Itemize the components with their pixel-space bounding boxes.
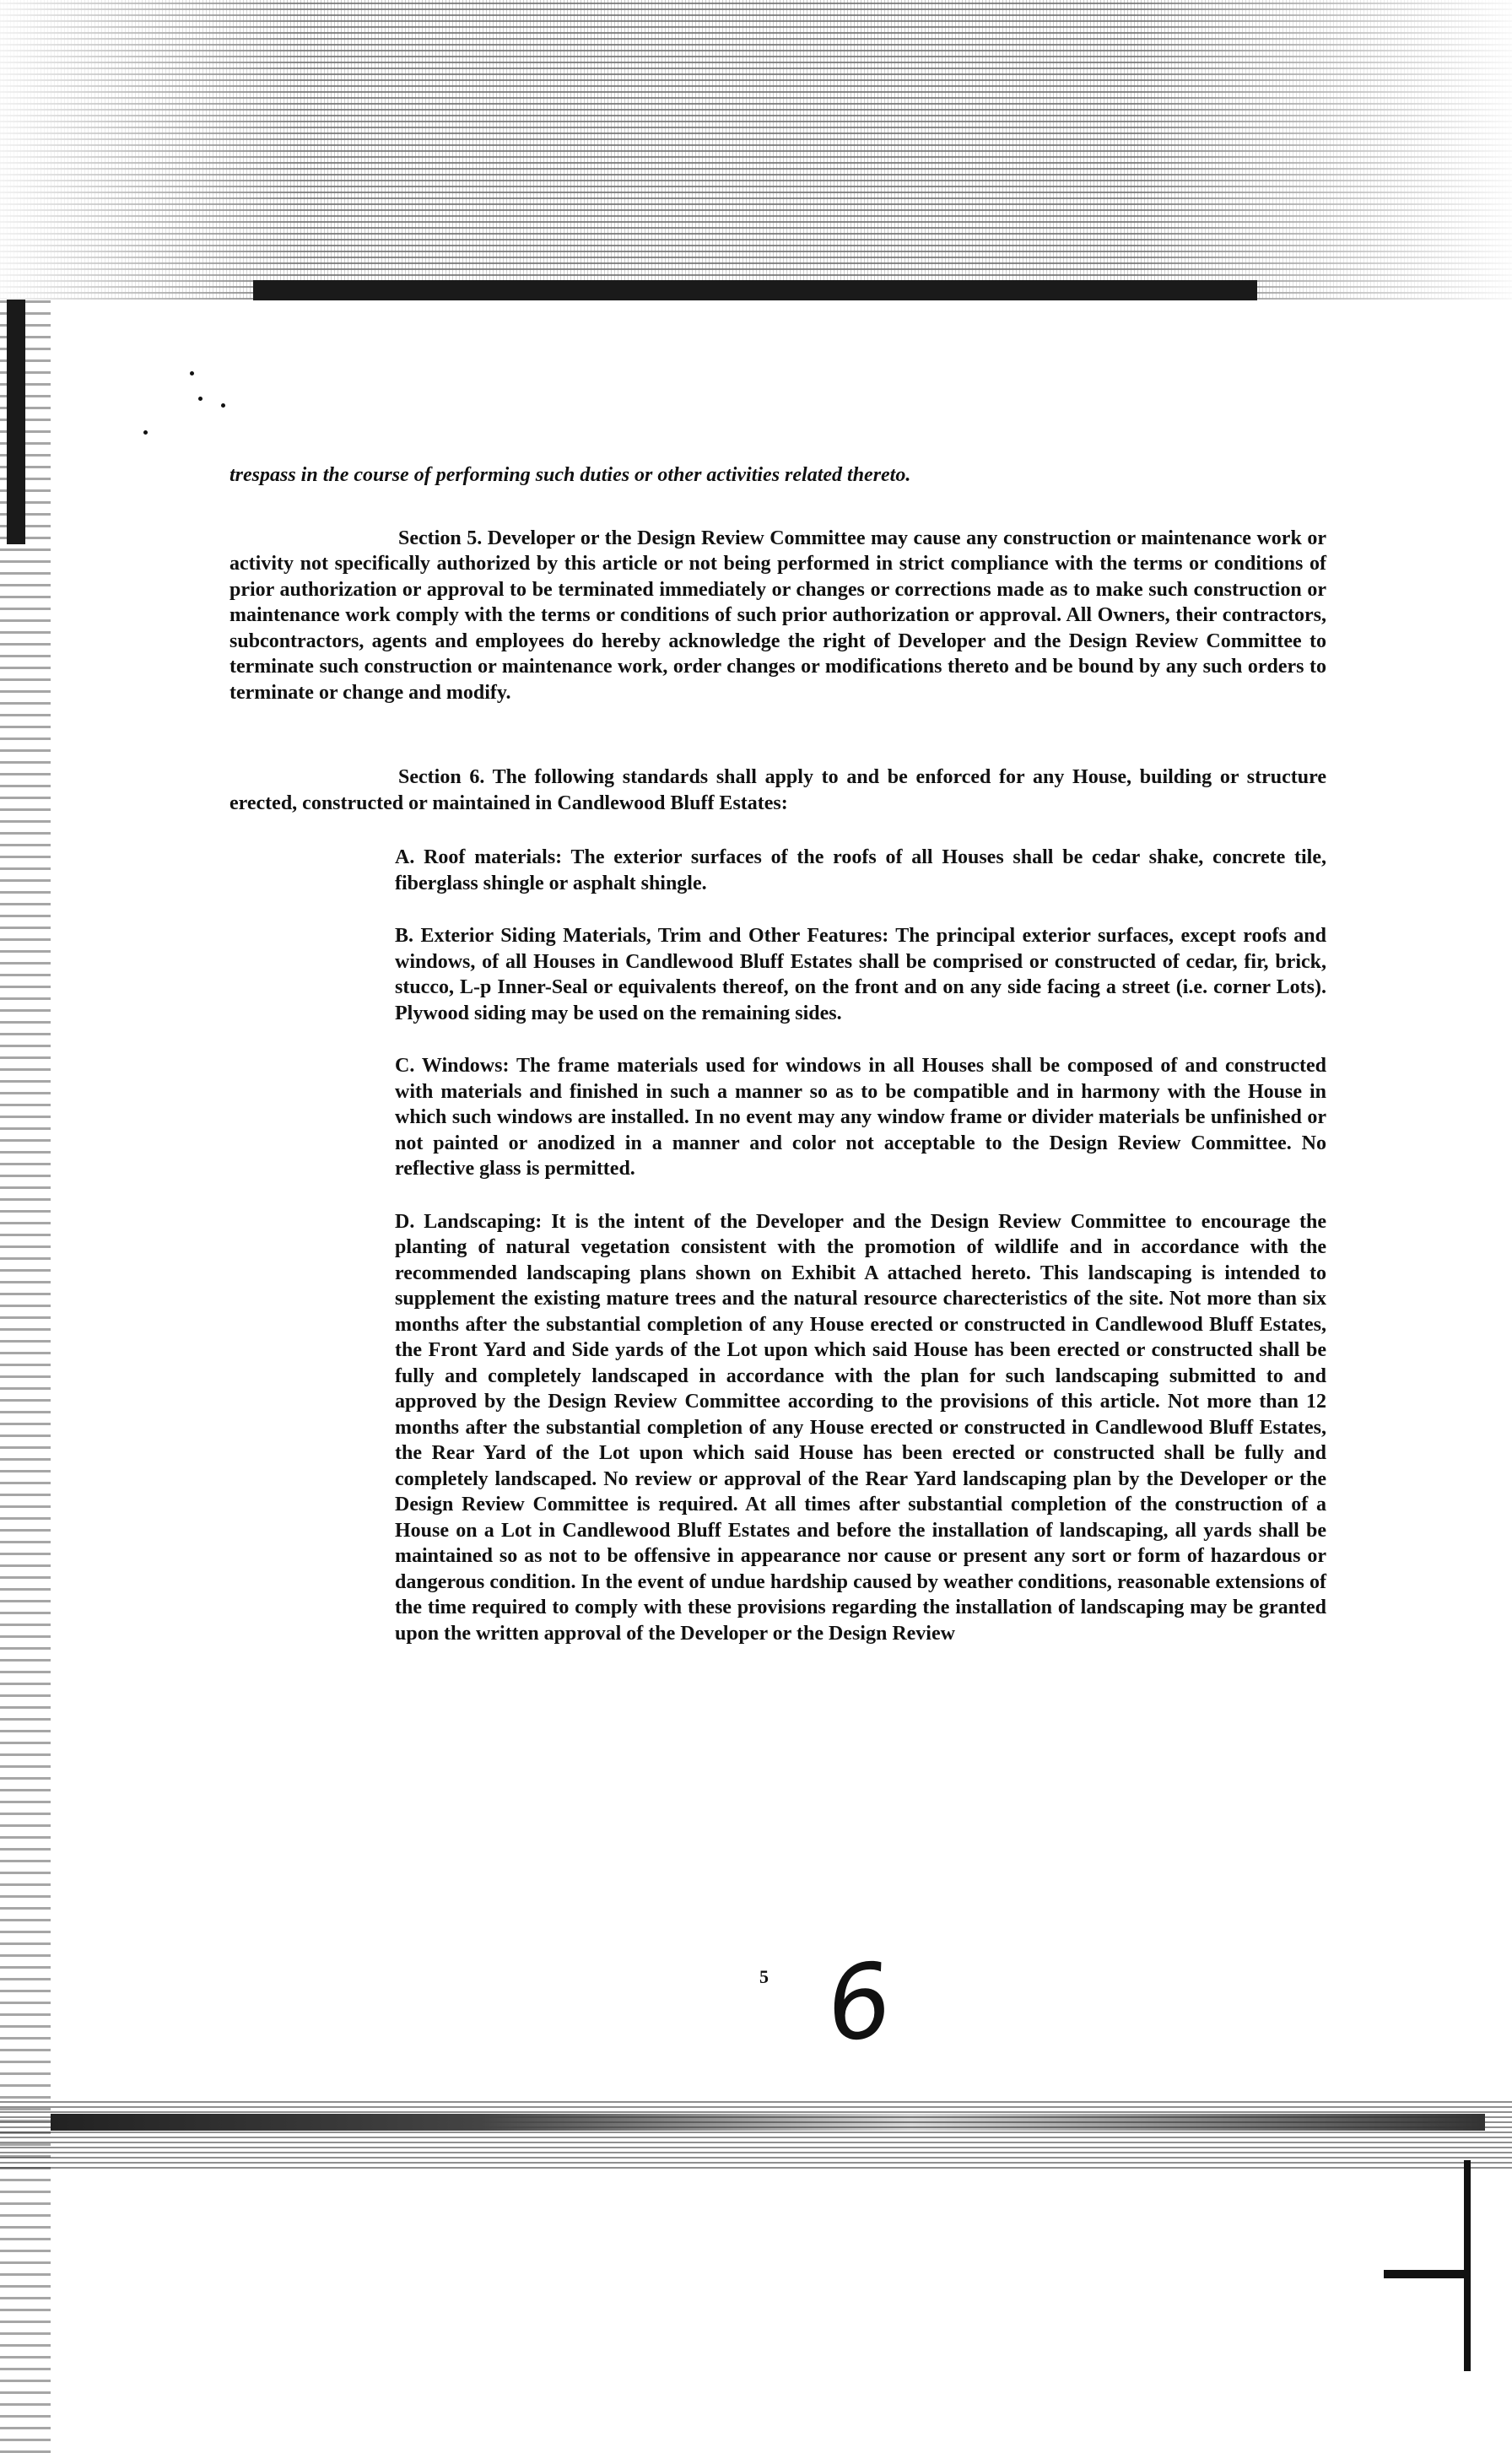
section-5-label: Section 5.	[398, 527, 483, 549]
section-6-item-b	[395, 923, 1326, 1026]
item-b-text: The principal exterior surfaces, except roofs and windows, of all Houses in Candlewood Bluff Estates shall be comprised or constructed of cedar, fir, brick, stucco, L-p Inner-Seal or equivalents thereof, on the front and on any side facing a street (i.e. corner Lots). Plywood siding may be used on the remaining sides.	[395, 925, 1326, 1024]
stray-mark	[190, 371, 194, 376]
section-5	[230, 526, 1326, 706]
scan-bar-bottom	[51, 2114, 1485, 2131]
document-body	[230, 462, 1326, 1673]
item-d-text: It is the intent of the Developer and the Design Review Committee to encourage the planting of natural vegetation consistent with the promotion of wildlife and in accordance with the recommended landscaping plans shown on Exhibit A attached hereto. This landscaping is intended to supplement the existing mature trees and the natural resource charecteristics of the site. Not more than six months after the substantial completion of any House erected or constructed in Candlewood Bluff Estates, the Front Yard and Side yards of the Lot upon which said House has been erected or constructed shall be fully and completely landscaped in accordance with the plan for such landscaping submitted to and approved by the Design Review Committee according to the provisions of this article. Not more than 12 months after the substantial completion of any House erected or constructed in Candlewood Bluff Estates, the Rear Yard of the Lot upon which said House has been erected or constructed shall be fully and completely landscaped. No review or approval of the Rear Yard landscaping plan by the Developer or the Design Review Committee is required. At all times after substantial completion of the construction of a House on a Lot in Candlewood Bluff Estates and before the installation of landscaping, all yards shall be maintained so as not to be offensive in appearance nor cause or present any sort or form of hazardous or dangerous condition. In the event of undue hardship caused by weather conditions, reasonable extensions of the time required to comply with these provisions regarding the installation of landscaping may be granted upon the written approval of the Developer or the Design Review	[395, 1210, 1326, 1645]
section-6	[230, 765, 1326, 816]
section-6-item-c	[395, 1053, 1326, 1182]
scan-noise-fade	[0, 0, 1512, 300]
scan-bar-left	[7, 300, 25, 544]
section-5-text: Developer or the Design Review Committee may cause any construction or maintenance work or activity not specifically authorized by this article or not being performed in strict compliance with the terms or conditions of prior authorization or approval to be terminated immediately or changes or corrections made as to make such construction or maintenance work comply with the terms or conditions of such prior authorization or approval. All Owners, their contractors, subcontractors, agents and employees do hereby acknowledge the right of Developer and the Design Review Committee to terminate such construction or maintenance work, order changes or modifications thereto and be bound by any such orders to terminate or change and modify.	[230, 527, 1326, 704]
continuation-text: trespass in the course of performing such duties or other activities related thereto.	[230, 464, 911, 486]
stray-mark	[221, 403, 225, 408]
item-d-label: D. Landscaping:	[395, 1210, 543, 1233]
section-6-item-d	[395, 1209, 1326, 1647]
handwritten-page-number: 6	[818, 1941, 899, 2067]
item-c-text: The frame materials used for windows in all Houses shall be composed of and constructed with materials and finished in such a manner so as to be compatible and in harmony with the House in which such windows are installed. In no event may any window frame or divider materials be unfinished or not painted or anodized in a manner and color not acceptable to the Design Review Committee. No reflective glass is permitted.	[395, 1055, 1326, 1180]
scan-noise-bottom	[0, 2101, 1512, 2169]
section-6-item-a	[395, 845, 1326, 896]
item-a-label: A. Roof materials:	[395, 846, 563, 868]
stray-mark	[198, 397, 202, 401]
scan-bar-top	[253, 280, 1257, 300]
section-6-text: The following standards shall apply to and be enforced for any House, building or structure erected, constructed or maintained in Candlewood Bluff Estates:	[230, 766, 1326, 814]
scan-bracket-right	[1464, 2160, 1471, 2371]
item-c-label: C. Windows:	[395, 1055, 510, 1077]
item-a-text: The exterior surfaces of the roofs of all Houses shall be cedar shake, concrete tile, fiberglass shingle or asphalt shingle.	[395, 846, 1326, 894]
stray-mark	[143, 430, 148, 435]
item-b-label: B. Exterior Siding Materials, Trim and Other Features:	[395, 925, 889, 947]
scan-bracket-tick	[1384, 2270, 1468, 2278]
section-6-label: Section 6.	[398, 766, 485, 788]
page-number: 5	[759, 1966, 769, 1987]
